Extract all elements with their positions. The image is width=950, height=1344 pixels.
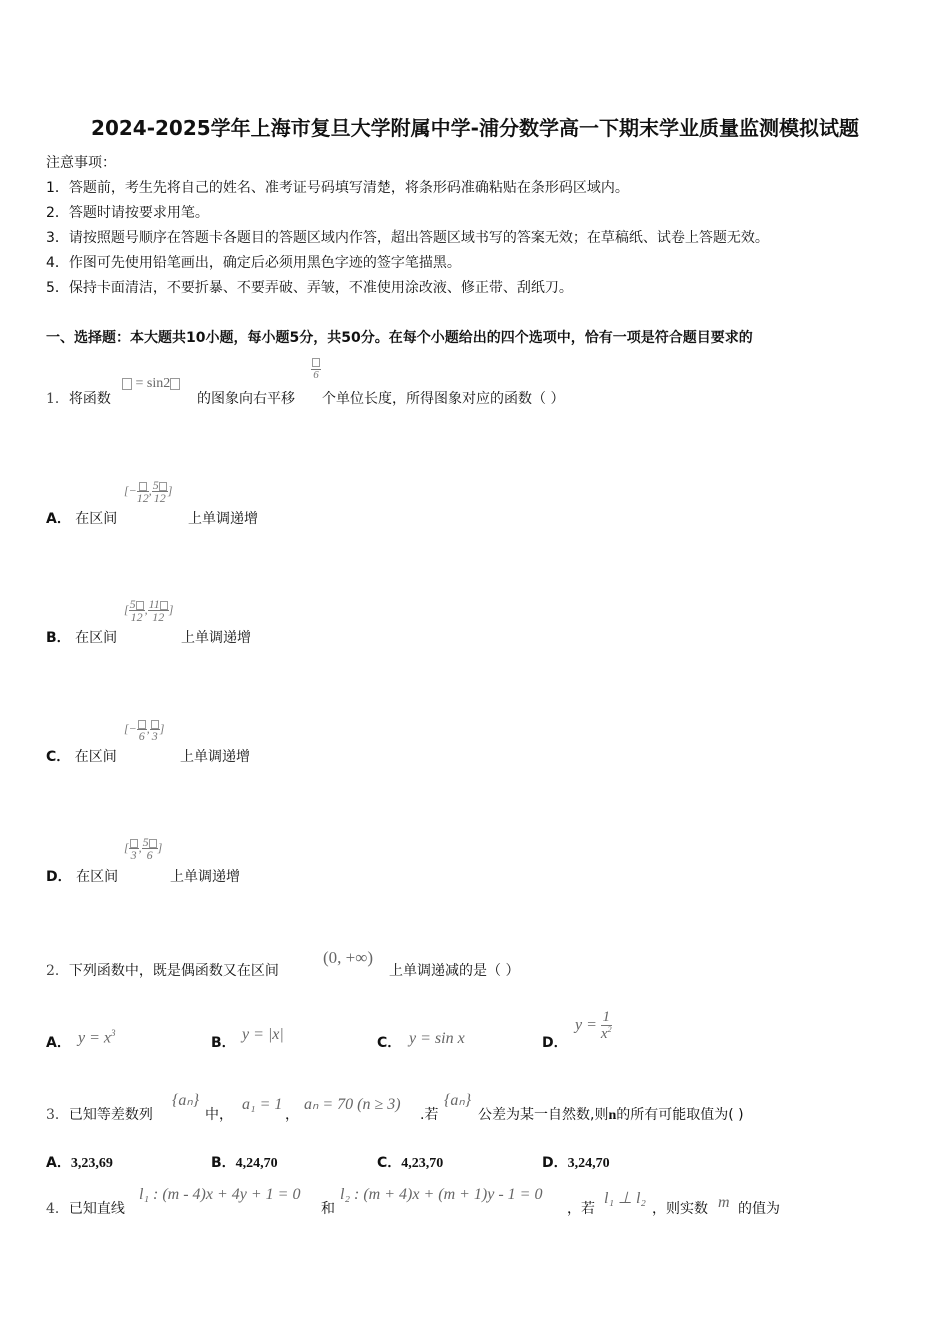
option-b[interactable]: B． (211, 1035, 236, 1051)
option-a[interactable]: A． 在区间 (46, 511, 118, 527)
question-number: 2． (46, 963, 69, 979)
placeholder-box-icon (136, 601, 144, 610)
option-b[interactable]: B．4,24,70 (211, 1155, 278, 1171)
question-text: .若 (420, 1107, 439, 1123)
option-c[interactable]: C． (377, 1035, 402, 1051)
function-formula: = sin2 (122, 376, 180, 392)
sequence-symbol: {aₙ} (172, 1092, 200, 1109)
placeholder-box-icon (138, 720, 146, 729)
shift-fraction: 6 (311, 358, 321, 381)
question-text: ， (285, 1107, 299, 1123)
interval-expression: [− 6 , 3 ] (124, 717, 164, 742)
question-2 (46, 960, 279, 980)
option-formula: y = sin x (409, 1030, 465, 1047)
placeholder-box-icon (160, 601, 168, 610)
option-c[interactable]: C．4,23,70 (377, 1155, 444, 1171)
question-text: 的图象向右平移 (197, 391, 295, 407)
option-text: 上单调递增 (180, 749, 250, 765)
option-formula: y = |x| (242, 1026, 284, 1043)
placeholder-box-icon (139, 482, 147, 491)
interval-expression: [− 12 , $\frac{5}{12}$ ] (124, 478, 173, 505)
question-4 (46, 1198, 125, 1218)
option-a[interactable]: A．3,23,69 (46, 1155, 113, 1171)
interval-expression: [ 3 , $\frac{5}{6}$ ] (124, 835, 163, 862)
section-heading: 一、选择题：本大题共10小题，每小题5分，共50分。在每个小题给出的四个选项中，恰有一项是符合题目要求的 (46, 330, 753, 346)
option-d[interactable]: D． 在区间 (46, 869, 119, 885)
placeholder-box-icon (149, 839, 157, 848)
perpendicular-formula: l₁ ⊥ l₂ (604, 1190, 646, 1207)
question-1 (46, 388, 111, 408)
option-text: 上单调递增 (188, 511, 258, 527)
question-text: ，则实数 (652, 1201, 708, 1217)
page-title: 2024-2025学年上海市复旦大学附属中学-浦分数学高一下期末学业质量监测模拟试题 (91, 116, 859, 140)
notice-item: 4．作图可先使用铅笔画出，确定后必须用黑色字迹的签字笔描黑。 (46, 255, 461, 271)
question-3 (46, 1104, 153, 1124)
option-text: 上单调递增 (170, 869, 240, 885)
option-c[interactable]: C． 在区间 (46, 749, 117, 765)
option-formula: $y = x^3$ (78, 1028, 116, 1047)
question-number: 3． (46, 1107, 69, 1123)
question-text: 已知直线 (68, 1201, 125, 1217)
question-number: 4． (46, 1201, 69, 1217)
sequence-symbol: {aₙ} (444, 1092, 472, 1109)
question-text: 个单位长度，所得图象对应的函数（ ） (322, 391, 565, 407)
question-text: 公差为某一自然数,则n的所有可能取值为( ) (478, 1107, 744, 1123)
option-d[interactable]: D． (542, 1035, 568, 1051)
question-number: 1． (46, 391, 69, 407)
option-formula: y = $\frac{1}{x^2}$ (575, 1009, 612, 1042)
option-d[interactable]: D．3,24,70 (542, 1155, 610, 1171)
option-b[interactable]: B． 在区间 (46, 630, 118, 646)
placeholder-box-icon (122, 378, 132, 390)
option-a[interactable]: A． (46, 1035, 71, 1051)
interval-expression: [ $\frac{5}{12}$ , $\frac{11}{12}$ ] (124, 597, 174, 624)
line-equation: l₂ : (m + 4)x + (m + 1)y - 1 = 0 (340, 1186, 543, 1203)
question-text: 和 (321, 1201, 335, 1217)
question-text: 的值为 (738, 1201, 780, 1217)
notice-item: 3．请按照题号顺序在答题卡各题目的答题区域内作答，超出答题区域书写的答案无效；在草稿纸、试卷上答题无效。 (46, 230, 769, 246)
placeholder-box-icon (130, 839, 138, 848)
question-text: ，若 (567, 1201, 595, 1217)
notice-heading: 注意事项： (46, 155, 116, 171)
placeholder-box-icon (170, 378, 180, 390)
question-text: 上单调递减的是（ ） (389, 963, 520, 979)
formula: a₁ = 1 (242, 1096, 283, 1113)
question-text: 下列函数中，既是偶函数又在区间 (68, 963, 279, 979)
notice-item: 2．答题时请按要求用笔。 (46, 205, 209, 221)
placeholder-box-icon (312, 358, 320, 367)
question-text: 已知等差数列 (68, 1107, 153, 1123)
placeholder-box-icon (159, 482, 167, 491)
placeholder-box-icon (151, 720, 159, 729)
variable-m: m (718, 1194, 730, 1211)
question-text: 中， (205, 1107, 233, 1123)
notice-item: 5．保持卡面清洁，不要折暴、不要弄破、弄皱，不准使用涂改液、修正带、刮纸刀。 (46, 280, 573, 296)
option-text: 上单调递增 (181, 630, 251, 646)
question-text: 将函数 (68, 391, 111, 407)
notice-item: 1．答题前，考生先将自己的姓名、准考证号码填写清楚，将条形码准确粘贴在条形码区域内。 (46, 180, 629, 196)
interval-expression: (0, +∞) (323, 948, 374, 967)
line-equation: l₁ : (m - 4)x + 4y + 1 = 0 (139, 1186, 301, 1203)
formula: aₙ = 70 (n ≥ 3) (304, 1096, 401, 1113)
